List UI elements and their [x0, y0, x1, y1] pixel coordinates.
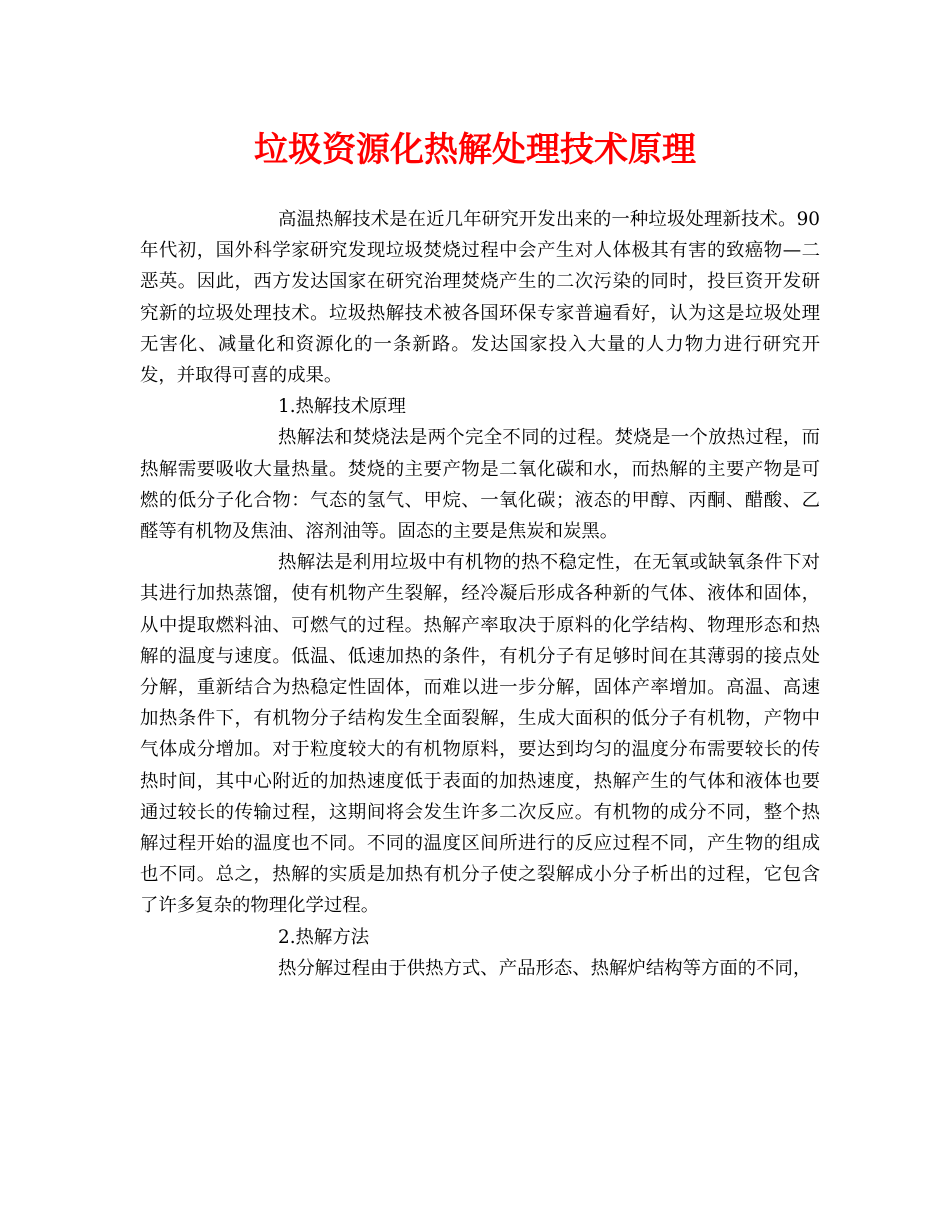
document-body	[140, 204, 820, 984]
document-title: 垃圾资源化热解处理技术原理	[254, 130, 696, 170]
principle-paragraph-2: 热解法是利用垃圾中有机物的热不稳定性，在无氧或缺氧条件下对其进行加热蒸馏，使有机物产生裂解，经冷凝后形成各种新的气体、液体和固体，从中提取燃料油、可燃气的过程。热解产率取决于原料的化学结构、物理形态和热解的温度与速度。低温、低速加热的条件，有机分子有足够时间在其薄弱的接点处分解，重新结合为热稳定性固体，而难以进一步分解，固体产率增加。高温、高速加热条件下，有机物分子结构发生全面裂解，生成大面积的低分子有机物，产物中气体成分增加。对于粒度较大的有机物原料，要达到均匀的温度分布需要较长的传热时间，其中心附近的加热速度低于表面的加热速度，热解产生的气体和液体也要通过较长的传输过程，这期间将会发生许多二次反应。有机物的成分不同，整个热解过程开始的温度也不同。不同的温度区间所进行的反应过程不同，产生物的组成也不同。总之，热解的实质是加热有机分子使之裂解成小分子析出的过程，它包含了许多复杂的物理化学过程。	[140, 552, 820, 917]
intro-paragraph: 高温热解技术是在近几年研究开发出来的一种垃圾处理新技术。90年代初，国外科学家研究发现垃圾焚烧过程中会产生对人体极其有害的致癌物—二恶英。因此，西方发达国家在研究治理焚烧产生的二次污染的同时，投巨资开发研究新的垃圾处理技术。垃圾热解技术被各国环保专家普遍看好，认为这是垃圾处理无害化、减量化和资源化的一条新路。发达国家投入大量的人力物力进行研究开发，并取得可喜的成果。	[140, 209, 820, 387]
section-heading-methods: 2.热解方法	[278, 926, 370, 948]
methods-paragraph-1: 热分解过程由于供热方式、产品形态、热解炉结构等方面的不同，	[278, 957, 812, 979]
principle-paragraph-1: 热解法和焚烧法是两个完全不同的过程。焚烧是一个放热过程，而热解需要吸收大量热量。焚烧的主要产物是二氧化碳和水，而热解的主要产物是可燃的低分子化合物：气态的氢气、甲烷、一氧化碳；液态的甲醇、丙酮、醋酸、乙醛等有机物及焦油、溶剂油等。固态的主要是焦炭和炭黑。	[140, 427, 820, 543]
section-heading-principle: 1.热解技术原理	[278, 396, 406, 418]
